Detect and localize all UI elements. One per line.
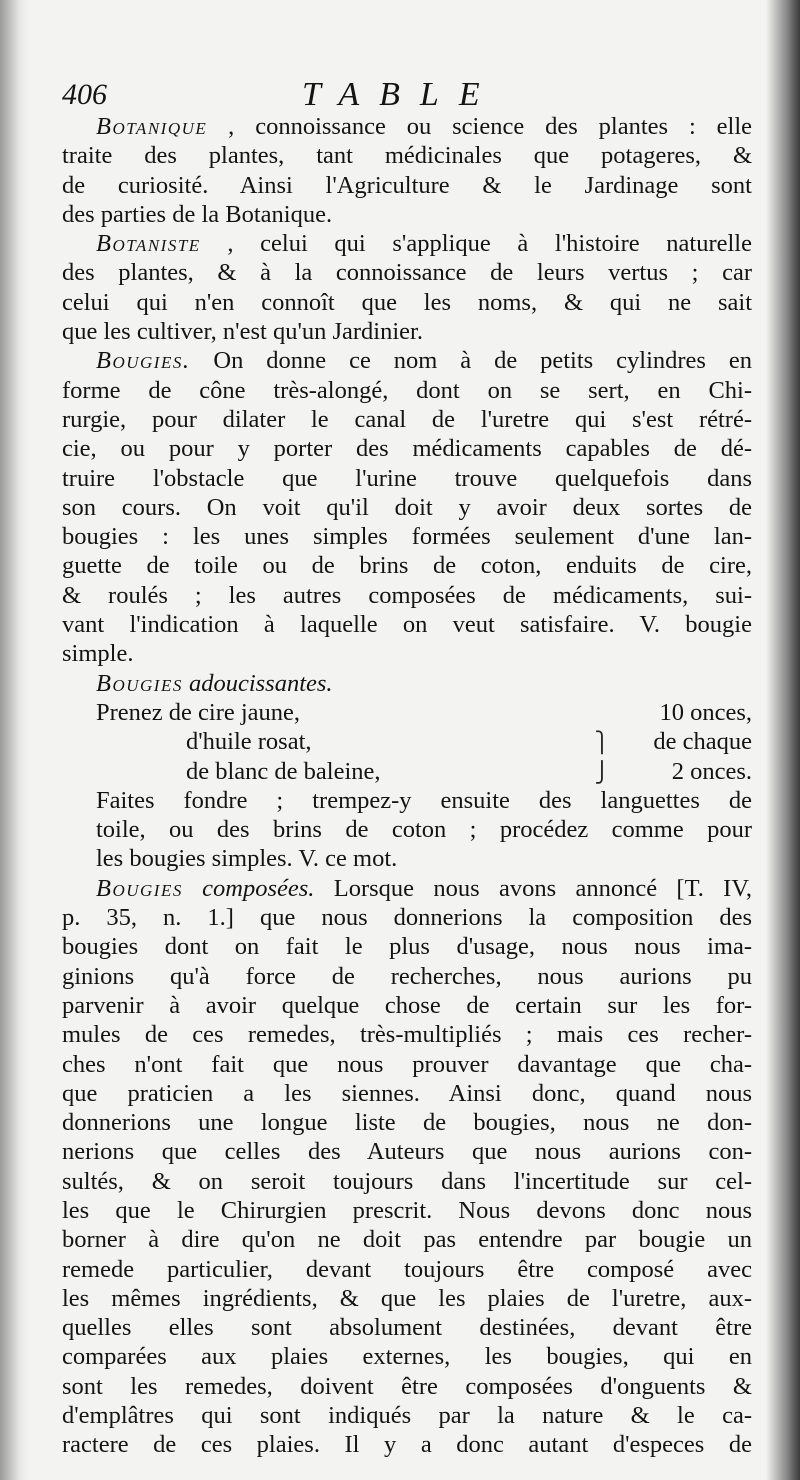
recipe-ingredient: de blanc de baleine,: [186, 757, 381, 785]
headword: Bougies.: [96, 347, 191, 375]
recipe-ingredient: d'huile rosat,: [186, 728, 312, 756]
entry-line: quelles elles sont absolument destinées, devant être: [62, 1314, 752, 1342]
brace-bottom-icon: ⎭: [594, 761, 610, 784]
recipe-block: [96, 698, 752, 786]
entry-line: bougies dont on fait le plus d'usage, nous nous ima-: [62, 933, 752, 961]
recipe-quantity: 2 onces.: [671, 757, 752, 785]
page-edge-shadow: [766, 0, 800, 1480]
entry-line: ractere de ces plaies. Il y a donc autant d'especes de: [62, 1431, 752, 1459]
headword: Bougies: [96, 874, 183, 902]
entry-line: comparées aux plaies externes, les bougies, qui en: [62, 1343, 752, 1371]
entry-text: , celui qui s'applique à l'histoire naturelle: [227, 230, 752, 258]
entry-bougies-adoucissantes: [62, 669, 752, 698]
entry-line: ches n'ont fait que nous prouver davantage que cha-: [62, 1050, 752, 1078]
page-gutter-shadow: [0, 0, 28, 1480]
page-title: TABLE: [302, 76, 500, 113]
recipe-line: [96, 698, 752, 727]
recipe-quantity: de chaque: [653, 728, 752, 756]
entry-line: nerions que celles des Auteurs que nous aurions con-: [62, 1138, 752, 1166]
entry-line: remede particulier, devant toujours être composé avec: [62, 1255, 752, 1283]
headword: Botaniste: [96, 230, 201, 258]
recipe-line: [96, 727, 752, 756]
entry-line: sultés, & on seroit toujours dans l'incertitude sur cel-: [62, 1167, 752, 1195]
entry-line: celui qui n'en connoît que les noms, & qui ne sait: [62, 288, 752, 316]
entry-line: simple.: [62, 640, 134, 668]
entry-botaniste: [62, 229, 752, 346]
entry-line: traite des plantes, tant médicinales que potageres, &: [62, 142, 752, 170]
recipe-line: [96, 757, 752, 786]
headword: Botanique: [96, 113, 208, 140]
entry-line: toile, ou des brins de coton ; procédez comme pour: [96, 816, 752, 844]
entry-line: Faites fondre ; trempez-y ensuite des languettes de: [96, 786, 752, 814]
entry-line: [96, 669, 752, 698]
body-text: [62, 112, 752, 1460]
entry-line: ginions qu'à force de recherches, nous aurions pu: [62, 962, 752, 990]
entry-line: que les cultiver, n'est qu'un Jardinier.: [62, 318, 423, 346]
entry-text: Lorsque nous avons annoncé [T. IV,: [333, 874, 752, 902]
entry-line: [96, 874, 752, 903]
entry-line: vant l'indication à laquelle on veut satisfaire. V. bougie: [62, 611, 752, 639]
entry-line: de curiosité. Ainsi l'Agriculture & le Jardinage sont: [62, 171, 752, 199]
recipe-ingredient: Prenez de cire jaune,: [96, 698, 301, 726]
entry-line: [96, 229, 752, 258]
entry-line: les mêmes ingrédients, & que les plaies de l'uretre, aux-: [62, 1284, 752, 1312]
entry-line: que praticien a les siennes. Ainsi donc, quand nous: [62, 1079, 752, 1107]
entry-line: & roulés ; les autres composées de médicaments, sui-: [62, 581, 752, 609]
entry-line: bougies : les unes simples formées seulement d'une lan-: [62, 523, 752, 551]
entry-line: mules de ces remedes, très-multipliés ; mais ces recher-: [62, 1021, 752, 1049]
entry-botanique: [62, 112, 752, 229]
entry-line: forme de cône très-alongé, dont on se sert, en Chi-: [62, 376, 752, 404]
entry-line: les bougies simples. V. ce mot.: [96, 845, 398, 873]
entry-line: [96, 112, 752, 141]
entry-line: parvenir à avoir quelque chose de certain sur les for-: [62, 991, 752, 1019]
entry-line: p. 35, n. 1.] que nous donnerions la composition des: [62, 904, 752, 932]
entry-line: d'emplâtres qui sont indiqués par la nature & le ca-: [62, 1402, 752, 1430]
entry-line: des parties de la Botanique.: [62, 200, 333, 228]
entry-line: des plantes, & à la connoissance de leurs vertus ; car: [62, 259, 752, 287]
entry-line: son cours. On voit qu'il doit y avoir deux sortes de: [62, 493, 752, 521]
entry-line: truire l'obstacle que l'urine trouve quelquefois dans: [62, 464, 752, 492]
headword-suffix: composées.: [202, 874, 315, 902]
entry-bougies-adoucissantes-text: [62, 786, 752, 874]
headword-suffix: adoucissantes.: [188, 669, 333, 697]
headword: Bougies: [96, 669, 183, 697]
entry-bougies: [62, 346, 752, 668]
entry-line: rurgie, pour dilater le canal de l'uretre qui s'est rétré-: [62, 405, 752, 433]
entry-line: sont les remedes, doivent être composées d'onguents &: [62, 1372, 752, 1400]
entry-line: les que le Chirurgien prescrit. Nous devons donc nous: [62, 1196, 752, 1224]
entry-text: , connoissance ou science des plantes : elle: [228, 113, 753, 140]
brace-top-icon: ⎫: [594, 732, 610, 755]
entry-text: On donne ce nom à de petits cylindres en: [213, 347, 752, 375]
page-number: 406: [62, 78, 107, 111]
entry-line: donnerions une longue liste de bougies, nous ne don-: [62, 1109, 752, 1137]
entry-line: [96, 346, 752, 375]
entry-line: guette de toile ou de brins de coton, enduits de cire,: [62, 552, 752, 580]
recipe-quantity: 10 onces,: [659, 698, 752, 726]
entry-bougies-composees: [62, 874, 752, 1460]
entry-line: borner à dire qu'on ne doit pas entendre par bougie un: [62, 1226, 752, 1254]
entry-line: cie, ou pour y porter des médicaments capables de dé-: [62, 435, 752, 463]
